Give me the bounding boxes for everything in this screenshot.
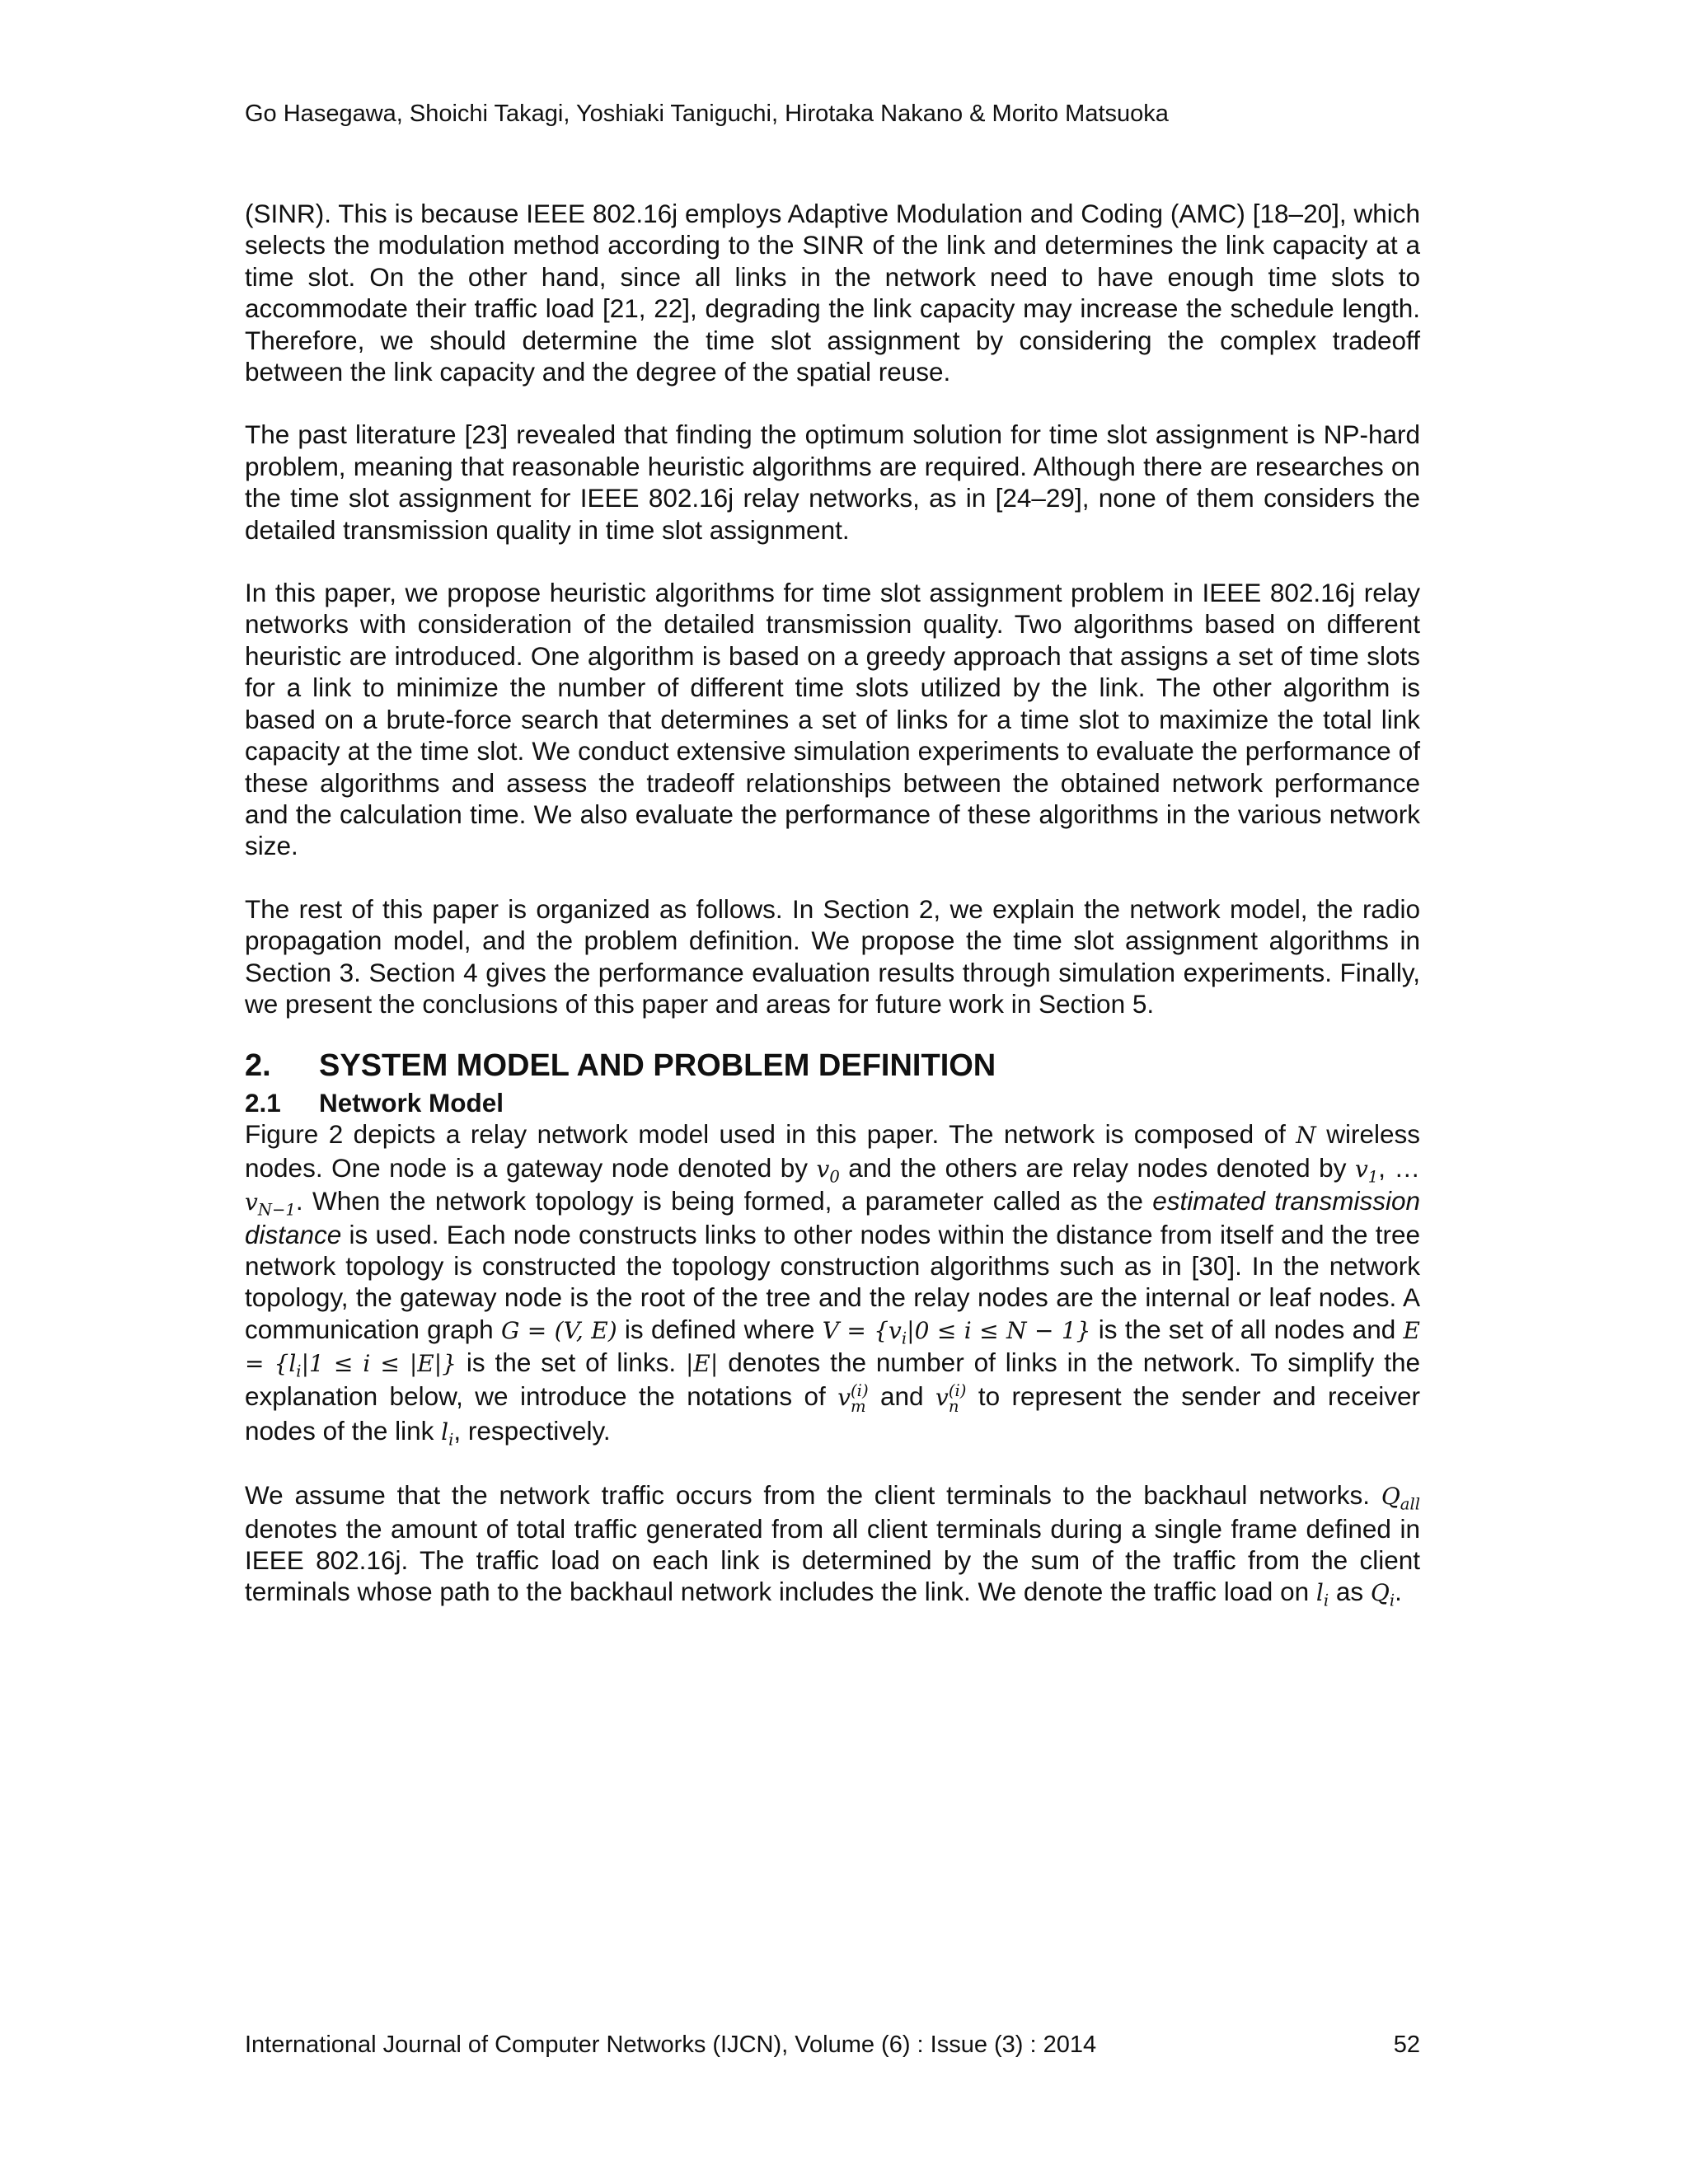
section-heading (245, 1047, 1420, 1084)
paragraph-intro-sinr: (SINR). This is because IEEE 802.16j employs Adaptive Modulation and Coding (AMC) [18–20], which selects the modulation method according to the SINR of the link and determines the link capacity at a time slot. On the other hand, since all links in the network need to have enough time slots to accommodate their traffic load [21, 22], degrading the link capacity may increase the schedule length. Therefore, we should determine the time slot assignment by considering the complex tradeoff between the link capacity and the degree of the spatial reuse. (245, 199, 1420, 387)
section-number: 2. (245, 1048, 271, 1084)
page-number: 52 (1393, 2032, 1420, 2058)
page-header-authors: Go Hasegawa, Shoichi Takagi, Yoshiaki Taniguchi, Hirotaka Nakano & Morito Matsuoka (245, 101, 1169, 127)
subsection-title: Network Model (319, 1088, 504, 1118)
paragraph-proposal: In this paper, we propose heuristic algorithms for time slot assignment problem in IEEE 802.16j relay networks with consideration of the detailed transmission quality. Two algorithms based on different heuristic are introduced. One algorithm is based on a greedy approach that assigns a set of time slots for a link to minimize the number of different time slots utilized by the link. The other algorithm is based on a brute-force search that determines a set of links for a time slot to maximize the total link capacity at the time slot. We conduct extensive simulation experiments to evaluate the performance of these algorithms and assess the tradeoff relationships between the obtained network performance and the calculation time. We also evaluate the performance of these algorithms in the various network size. (245, 578, 1420, 861)
footer-journal: International Journal of Computer Networks (IJCN), Volume (6) : Issue (3) : 2014 (245, 2032, 1097, 2058)
page-footer (245, 2030, 1420, 2060)
paragraph-traffic: We assume that the network traffic occurs from the client terminals to the backhaul networks. $Q_{all}$ denotes the amount of total traffic generated from all client terminals during a single frame defined in IEEE 802.16j. The traffic load on each link is determined by the sum of the traffic from the client terminals whose path to the backhaul network includes the link. We denote the traffic load on $l_i$ as $Q_i$. (245, 1480, 1420, 1610)
section-title: SYSTEM MODEL AND PROBLEM DEFINITION (319, 1048, 996, 1084)
paragraph-network-model: Figure 2 depicts a relay network model used in this paper. The network is composed of N wireless nodes. One node is a gateway node denoted by $v_0$ and the others are relay nodes denoted by $v_1$, … $v_{N-1}$. When the network topology is being formed, a parameter called as the estimated transmission distance is used. Each node constructs links to other nodes within the distance from itself and the tree network topology is constructed the topology construction algorithms such as in [30]. In the network topology, the gateway node is the root of the tree and the relay nodes are the internal or leaf nodes. A communication graph G = (V, E) is defined where $V = \{v_i|0 \le i \le N - 1\}$ is the set of all nodes and $E = \{l_i|1 \le i \le |E|\}$ is the set of links. |E| denotes the number of links in the network. To simplify the explanation below, we introduce the notations of v (i) m and v (i) n to represent the sender and receiver nodes of the link $l_i$, respectively. (245, 1119, 1421, 1450)
paragraph-organization: The rest of this paper is organized as follows. In Section 2, we explain the network model, the radio propagation model, and the problem definition. We propose the time slot assignment algorithms in Section 3. Section 4 gives the performance evaluation results through simulation experiments. Finally, we present the conclusions of this paper and areas for future work in Section 5. (245, 893, 1420, 1019)
subsection-number: 2.1 (245, 1088, 281, 1118)
paragraph-np-hard: The past literature [23] revealed that finding the optimum solution for time slot assignment is NP-hard problem, meaning that reasonable heuristic algorithms are required. Although there are researches on the time slot assignment for IEEE 802.16j relay networks, as in [24–29], none of them considers the detailed transmission quality in time slot assignment. (245, 419, 1420, 545)
estimated-transmission-distance-term: estimated transmission distance (245, 1186, 1420, 1249)
body-column (245, 198, 1420, 1641)
subsection-heading (245, 1087, 1420, 1118)
